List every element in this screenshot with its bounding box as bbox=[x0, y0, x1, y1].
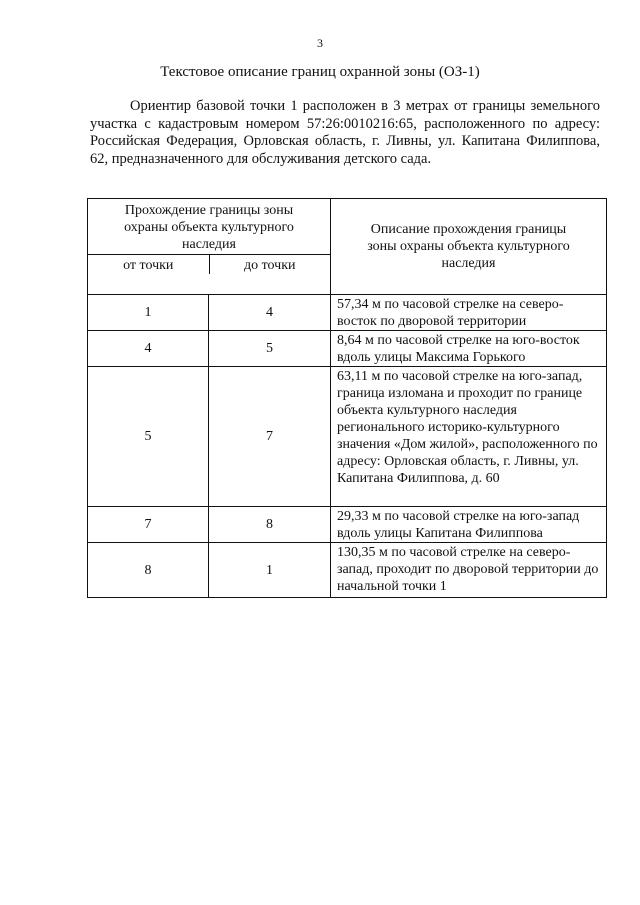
table-row bbox=[88, 367, 607, 507]
to-point-cell: 8 bbox=[209, 507, 331, 543]
document-title: Текстовое описание границ охранной зоны (ОЗ-1) bbox=[160, 64, 480, 80]
description-cell: 63,11 м по часовой стрелке на юго-запад, граница изломана и проходит по границе объекта культурного наследия регионального историко-культурного значения «Дом жилой», расположенного по адресу: Орловская область, г. Ливны, ул. Капитана Филиппова, д. 60 bbox=[331, 367, 607, 507]
from-point-cell: 5 bbox=[88, 367, 209, 507]
from-point-cell: 4 bbox=[88, 331, 209, 367]
from-point-cell: 1 bbox=[88, 295, 209, 331]
to-point-cell: 7 bbox=[209, 367, 331, 507]
table-header-row bbox=[88, 199, 607, 295]
header-boundary-label: Прохождение границы зоны охраны объекта культурного наследия bbox=[88, 202, 330, 255]
from-point-cell: 8 bbox=[88, 543, 209, 598]
description-cell: 57,34 м по часовой стрелке на северо-восток по дворовой территории bbox=[331, 295, 607, 331]
header-subcolumns bbox=[88, 255, 330, 274]
to-point-cell: 1 bbox=[209, 543, 331, 598]
table-row bbox=[88, 331, 607, 367]
to-point-cell: 4 bbox=[209, 295, 331, 331]
table-row bbox=[88, 543, 607, 598]
header-to-point: до точки bbox=[243, 258, 296, 273]
description-cell: 130,35 м по часовой стрелке на северо-запад, проходит по дворовой территории до начальной точки 1 bbox=[331, 543, 607, 598]
table-row bbox=[88, 295, 607, 331]
intro-paragraph: Ориентир базовой точки 1 расположен в 3 метрах от границы земельного участка с кадастровым номером 57:26:0010216:65, расположенного по адресу: Российская Федерация, Орловская область, г. Ливны, ул. Капитана Филиппова, 62, предназначенного для обслуживания детского сада. bbox=[90, 98, 600, 167]
header-description-cell: Описание прохождения границы зоны охраны объекта культурного наследия bbox=[331, 199, 607, 295]
table-row bbox=[88, 507, 607, 543]
boundary-table bbox=[87, 198, 607, 598]
from-point-cell: 7 bbox=[88, 507, 209, 543]
header-boundary-cell bbox=[88, 199, 331, 295]
header-from-point: от точки bbox=[88, 255, 210, 274]
description-cell: 8,64 м по часовой стрелке на юго-восток вдоль улицы Максима Горького bbox=[331, 331, 607, 367]
page-number: 3 bbox=[317, 36, 323, 50]
description-cell: 29,33 м по часовой стрелке на юго-запад вдоль улицы Капитана Филиппова bbox=[331, 507, 607, 543]
to-point-cell: 5 bbox=[209, 331, 331, 367]
